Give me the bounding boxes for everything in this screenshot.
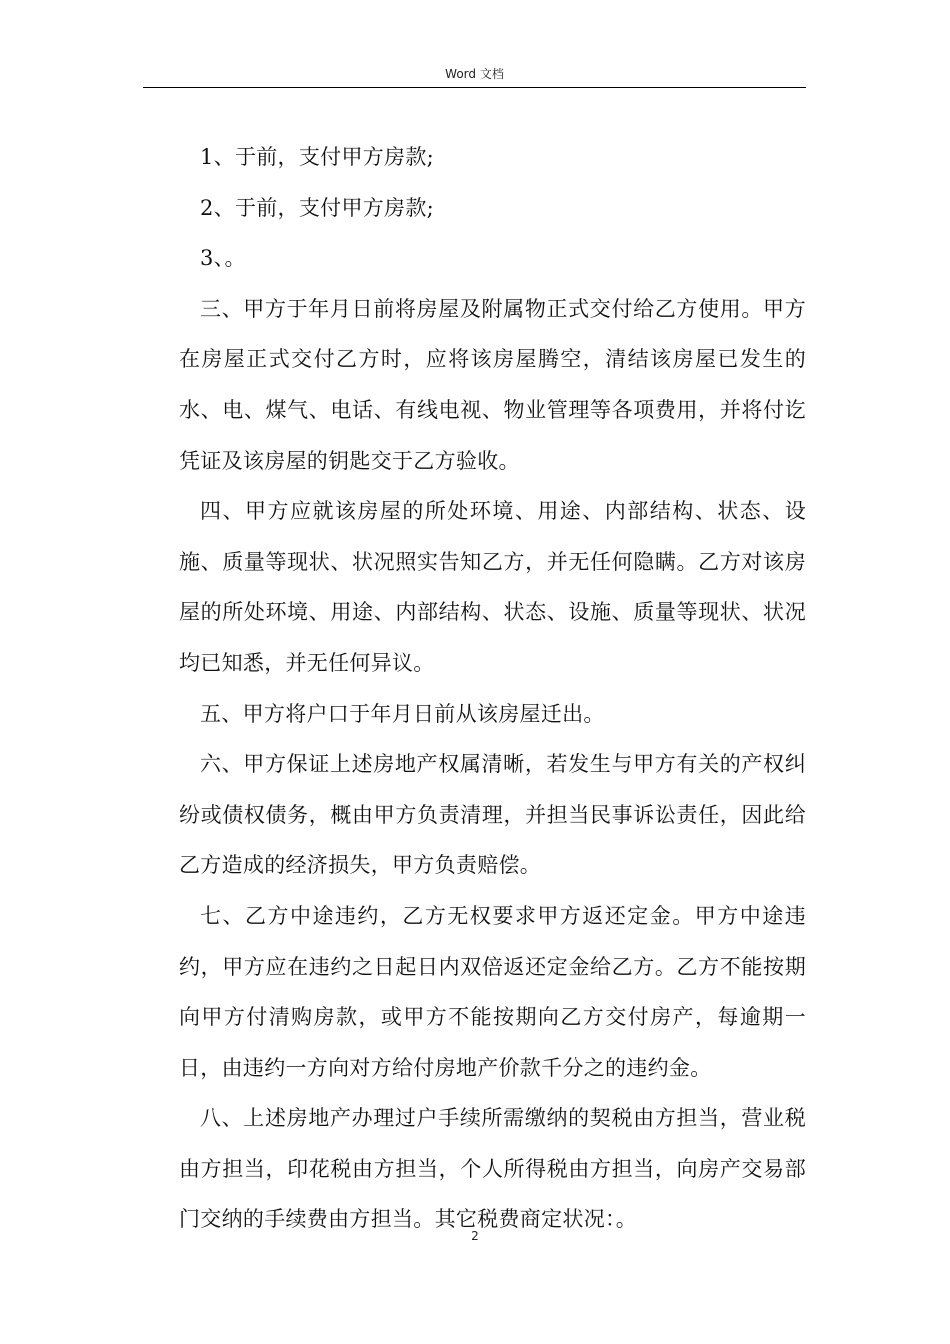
page-header: Word 文档 (445, 67, 504, 81)
header-divider (143, 87, 806, 88)
paragraph: 八、上述房地产办理过户手续所需缴纳的契税由方担当，营业税由方担当，印花税由方担当，个人所得税由方担当，向房产交易部门交纳的手续费由方担当。其它税费商定状况：。 (179, 1106, 806, 1232)
paragraph: 五、甲方将户口于年月日前从该房屋迁出。 (200, 701, 605, 726)
paragraph: 2、于前，支付甲方房款; (200, 195, 435, 220)
paragraph: 六、甲方保证上述房地产权属清晰，若发生与甲方有关的产权纠纷或债权债务，概由甲方负责清理，并担当民事诉讼责任，因此给乙方造成的经济损失，甲方负责赔偿。 (179, 752, 806, 878)
paragraph: 1、于前，支付甲方房款; (200, 145, 435, 169)
page-number: 2 (471, 1229, 479, 1243)
paragraph: 三、甲方于年月日前将房屋及附属物正式交付给乙方使用。甲方在房屋正式交付乙方时，应将该房屋腾空，清结该房屋已发生的水、电、煤气、电话、有线电视、物业管理等各项费用，并将付讫凭证及该房屋的钥匙交于乙方验收。 (179, 296, 806, 473)
paragraph: 七、乙方中途违约，乙方无权要求甲方返还定金。甲方中途违约，甲方应在违约之日起日内双倍返还定金给乙方。乙方不能按期向甲方付清购房款，或甲方不能按期向乙方交付房产，每逾期一日，由违约一方向对方给付房地产价款千分之的违约金。 (179, 903, 806, 1080)
paragraph: 四、甲方应就该房屋的所处环境、用途、内部结构、状态、设施、质量等现状、状况照实告知乙方，并无任何隐瞒。乙方对该房屋的所处环境、用途、内部结构、状态、设施、质量等现状、状况均已知悉，并无任何异议。 (179, 499, 806, 675)
document-body (179, 132, 806, 1245)
paragraph: 3、。 (200, 246, 246, 271)
